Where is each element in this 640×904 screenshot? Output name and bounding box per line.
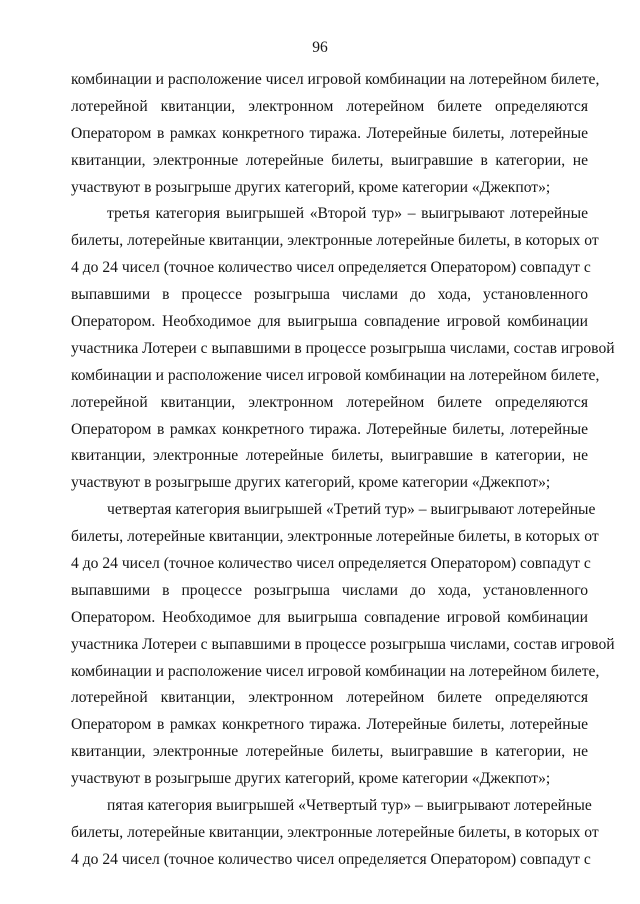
text-line: лотерейной квитанции, электронном лотерейном билете определяются	[71, 97, 588, 115]
paragraph-first-line: пятая категория выигрышей «Четвертый тур» – выигрывают лотерейные	[107, 797, 592, 815]
text-line: лотерейной квитанции, электронном лотерейном билете определяются	[71, 393, 588, 411]
text-line: лотерейной квитанции, электронном лотерейном билете определяются	[71, 689, 588, 707]
text-line: участвуют в розыгрыше других категорий, кроме категории «Джекпот»;	[71, 770, 551, 788]
text-line: билеты, лотерейные квитанции, электронные лотерейные билеты, в которых от	[71, 528, 599, 546]
text-line: Оператором. Необходимое для выигрыша совпадение игровой комбинации	[71, 313, 588, 331]
text-line: комбинации и расположение чисел игровой комбинации на лотерейном билете,	[71, 71, 600, 88]
text-line: билеты, лотерейные квитанции, электронные лотерейные билеты, в которых от	[71, 823, 599, 841]
text-line: 4 до 24 чисел (точное количество чисел определяется Оператором) совпадут с	[71, 555, 591, 573]
text-line: участника Лотереи с выпавшими в процессе розыгрыша числами, состав игровой	[71, 339, 615, 357]
page-number: 96	[312, 39, 328, 56]
document-body-text	[71, 67, 615, 874]
text-line: участника Лотереи с выпавшими в процессе розыгрыша числами, состав игровой	[71, 635, 615, 653]
text-line: Оператором. Необходимое для выигрыша совпадение игровой комбинации	[71, 608, 588, 626]
text-line: комбинации и расположение чисел игровой комбинации на лотерейном билете,	[71, 366, 600, 384]
paragraph-first-line: третья категория выигрышей «Второй тур» – выигрывают лотерейные	[107, 205, 588, 223]
text-line: выпавшими в процессе розыгрыша числами до хода, установленного	[71, 286, 588, 304]
text-line: Оператором в рамках конкретного тиража. Лотерейные билеты, лотерейные	[71, 420, 588, 438]
text-line: Оператором в рамках конкретного тиража. Лотерейные билеты, лотерейные	[71, 716, 588, 734]
text-line: Оператором в рамках конкретного тиража. Лотерейные билеты, лотерейные	[71, 124, 588, 142]
text-line: выпавшими в процессе розыгрыша числами до хода, установленного	[71, 581, 588, 599]
text-line: квитанции, электронные лотерейные билеты, выигравшие в категории, не	[71, 447, 588, 465]
text-line: квитанции, электронные лотерейные билеты, выигравшие в категории, не	[71, 743, 588, 761]
text-line: комбинации и расположение чисел игровой комбинации на лотерейном билете,	[71, 662, 600, 680]
text-line: квитанции, электронные лотерейные билеты, выигравшие в категории, не	[71, 151, 588, 169]
paragraph-first-line: четвертая категория выигрышей «Третий тур» – выигрывают лотерейные	[107, 501, 596, 519]
text-line: билеты, лотерейные квитанции, электронные лотерейные билеты, в которых от	[71, 232, 599, 250]
text-line: 4 до 24 чисел (точное количество чисел определяется Оператором) совпадут с	[71, 850, 591, 868]
text-line: участвуют в розыгрыше других категорий, кроме категории «Джекпот»;	[71, 474, 551, 492]
text-line: 4 до 24 чисел (точное количество чисел определяется Оператором) совпадут с	[71, 259, 591, 277]
text-line: участвуют в розыгрыше других категорий, кроме категории «Джекпот»;	[71, 178, 551, 196]
